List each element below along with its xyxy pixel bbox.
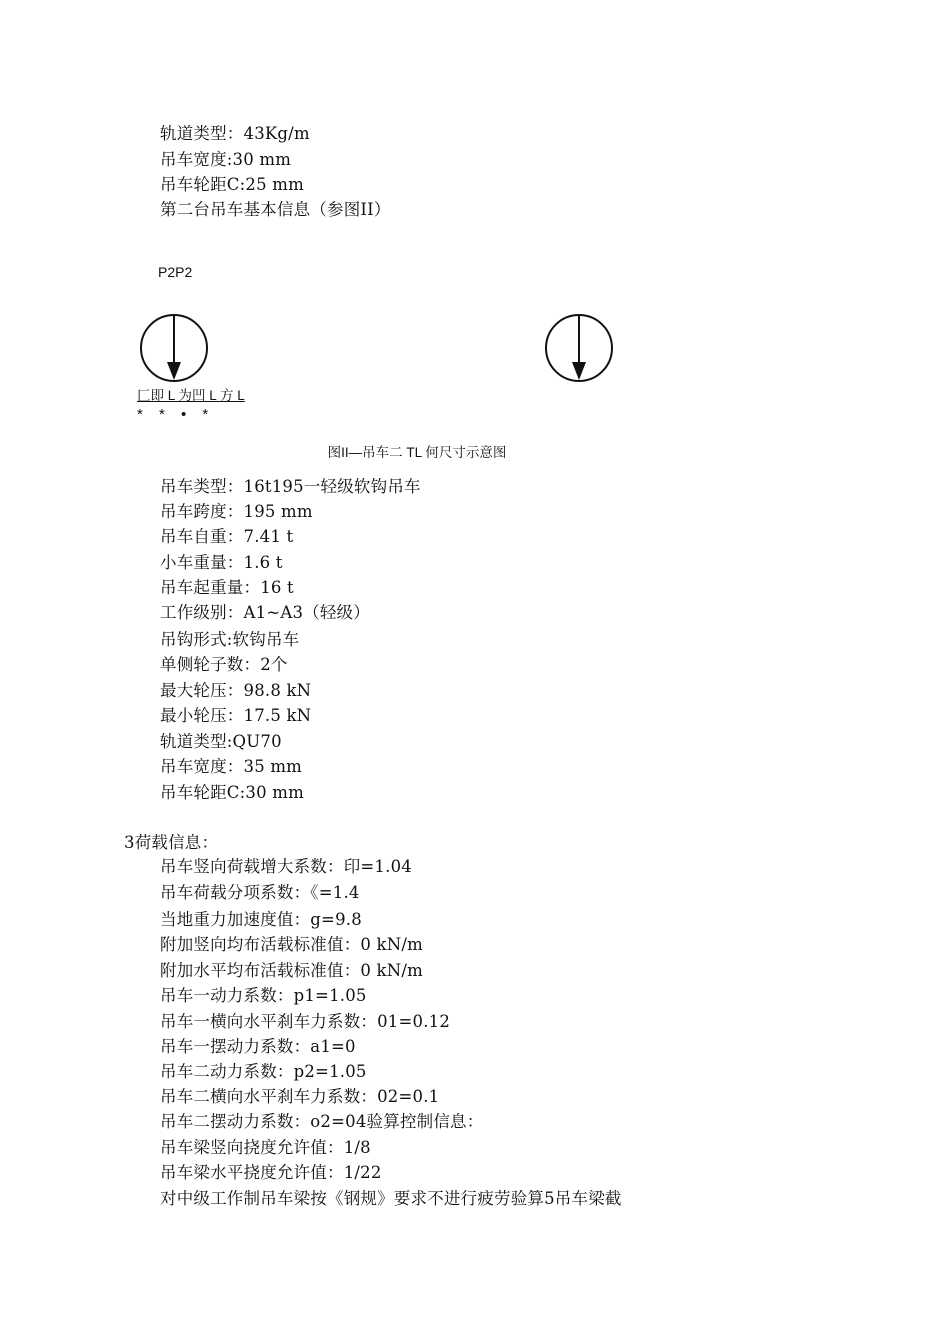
crane2-line: 吊车宽度：35 mm (160, 757, 303, 776)
crane2-line: 吊车自重：7.41 t (160, 527, 294, 546)
load-line: 吊车荷载分项系数：《=1.4 (160, 883, 360, 902)
load-line: 吊车一摆动力系数：a1=0 (160, 1037, 356, 1056)
crane2-line: 最小轮压：17.5 kN (160, 706, 312, 725)
rail-type-line: 轨道类型：43Kg/m (160, 124, 310, 143)
crane2-heading: 第二台吊车基本信息（参图II） (160, 200, 391, 219)
load-line: 吊车竖向荷载增大系数：印=1.04 (160, 857, 412, 876)
load-line: 吊车二动力系数：p2=1.05 (160, 1062, 367, 1081)
crane2-line: 最大轮压：98.8 kN (160, 681, 312, 700)
figure-caption: 图II—吊车二 TL 何尺寸示意图 (327, 445, 507, 460)
load-line: 吊车梁水平挠度允许值：1/22 (160, 1163, 382, 1182)
crane-width-line: 吊车宽度:30 mm (160, 150, 292, 169)
crane2-line: 轨道类型:QU70 (160, 732, 282, 751)
load-line: 附加竖向均布活载标准值：0 kN/m (160, 935, 423, 954)
wheel-load-icon (543, 312, 615, 384)
load-line: 吊车梁竖向挠度允许值：1/8 (160, 1138, 371, 1157)
crane2-line: 工作级别：A1~A3（轻级） (160, 603, 370, 622)
crane2-line: 单侧轮子数：2个 (160, 655, 288, 674)
load-line: 当地重力加速度值：g=9.8 (160, 910, 362, 929)
crane2-line: 小车重量：1.6 t (160, 553, 283, 572)
load-line: 吊车一动力系数：p1=1.05 (160, 986, 367, 1005)
crane2-line: 吊车轮距C:30 mm (160, 783, 304, 802)
crane2-line: 吊钩形式:软钩吊车 (160, 630, 300, 649)
load-line: 吊车二摆动力系数：o2=04验算控制信息： (160, 1112, 484, 1131)
figure-marks: * * • * (137, 406, 215, 423)
crane2-line: 吊车起重量：16 t (160, 578, 294, 597)
load-line: 对中级工作制吊车梁按《钢规》要求不进行疲劳验算5吊车梁截 (160, 1189, 622, 1208)
wheel-load-icon (138, 312, 210, 384)
load-section-title: 3荷载信息： (124, 833, 219, 852)
figure-load-label: P2P2 (158, 264, 193, 280)
load-line: 附加水平均布活载标准值：0 kN/m (160, 961, 423, 980)
figure-dimension-text: 匚即 L 为凹 L 方 L (137, 388, 245, 403)
load-line: 吊车二横向水平刹车力系数：02=0.1 (160, 1087, 440, 1106)
crane2-line: 吊车跨度：195 mm (160, 502, 313, 521)
wheel-spacing-line: 吊车轮距C:25 mm (160, 175, 304, 194)
load-line: 吊车一横向水平刹车力系数：01=0.12 (160, 1012, 451, 1031)
crane2-line: 吊车类型：16t195一轻级软钩吊车 (160, 477, 421, 496)
